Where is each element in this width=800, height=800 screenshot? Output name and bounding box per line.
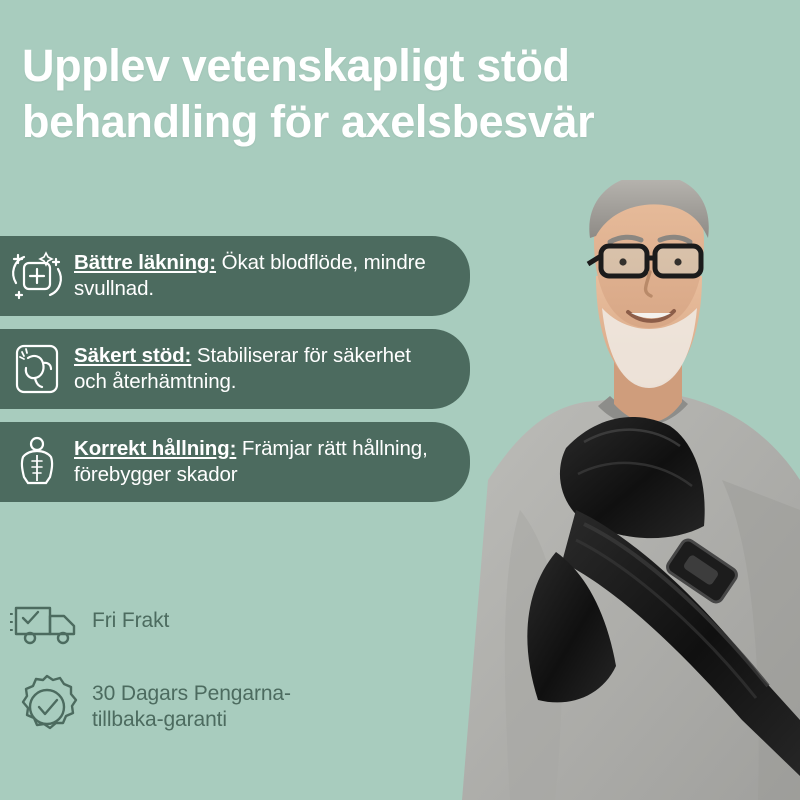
feature-list <box>0 236 500 515</box>
feature-title: Korrekt hållning: <box>74 436 237 460</box>
guarantee-item-shipping <box>8 588 338 654</box>
posture-spine-icon <box>6 431 68 493</box>
feature-text <box>74 250 444 302</box>
guarantee-list <box>8 588 338 760</box>
guarantee-item-money-back <box>8 674 338 740</box>
feature-body: Stabiliserar för säkerhet och återhämtning. <box>74 343 411 393</box>
feature-title: Bättre läkning: <box>74 250 217 274</box>
feature-item-posture <box>0 422 470 502</box>
feature-body: Ökat blodflöde, mindre svullnad. <box>74 250 426 300</box>
guarantee-label: Fri Frakt <box>92 609 170 633</box>
feature-text <box>74 343 444 395</box>
healing-cross-icon <box>6 245 68 307</box>
feature-text <box>74 436 444 488</box>
shoulder-joint-icon <box>6 338 68 400</box>
feature-body: Främjar rätt hållning, förebygger skador <box>74 436 428 486</box>
feature-item-healing <box>0 236 470 316</box>
delivery-truck-icon <box>8 588 86 654</box>
feature-title: Säkert stöd: <box>74 343 192 367</box>
page-title: Upplev vetenskapligt stöd behandling för axelsbesvär <box>22 40 595 147</box>
feature-item-support <box>0 329 470 409</box>
guarantee-label: 30 Dagars Pengarna-tillbaka-garanti <box>92 682 291 731</box>
money-back-badge-icon <box>8 674 86 740</box>
